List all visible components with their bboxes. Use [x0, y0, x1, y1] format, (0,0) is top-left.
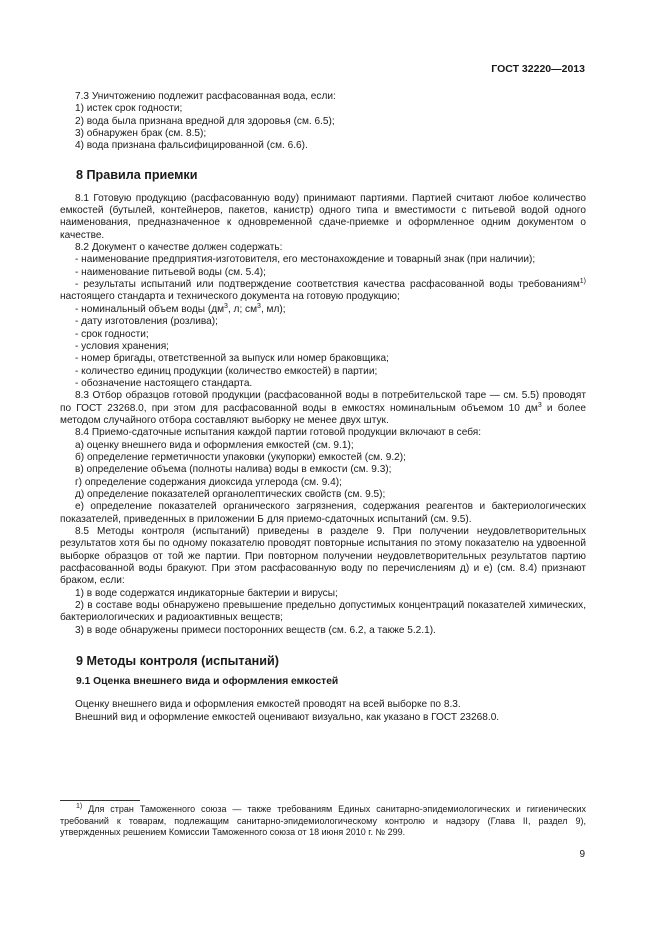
paragraph-8-1: 8.1 Готовую продукцию (расфасованную воду) принимают партиями. Партией считают любое количество емкостей (бутылей, контейнеров, пакетов, канистр) одного типа и вместимости с питьевой водой одного наименования, предназначенное к одновременной сдаче-приемке и оформленное одним документом о качестве. — [60, 192, 586, 241]
list-item: 3) в воде обнаружены примеси посторонних веществ (см. 6.2, а также 5.2.1). — [75, 624, 436, 636]
list-item: - условия хранения; — [75, 340, 169, 352]
list-item: - результаты испытаний или подтверждение соответствия качества расфасованной воды требованиям$^{1)}$ настоящего стандарта и технического документа на готовую продукцию; — [60, 278, 586, 303]
list-item: - номинальный объем воды ($дм^3$, л; $см^3$, мл); — [75, 302, 286, 315]
document-body — [60, 91, 586, 724]
list-item: г) определение содержания диоксида углерода (см. 9.4); — [75, 476, 342, 488]
list-item: б) определение герметичности упаковки (укупорки) емкостей (см. 9.2); — [75, 451, 406, 463]
page-number: 9 — [579, 849, 585, 860]
list-item: - наименование питьевой воды (см. 5.4); — [75, 266, 266, 278]
section-9-heading: 9 Методы контроля (испытаний) — [76, 654, 279, 669]
list-item: - номер бригады, ответственной за выпуск или номер браковщика; — [75, 353, 389, 365]
list-item: 1) истек срок годности; — [75, 103, 183, 115]
paragraph-8-2-intro: 8.2 Документ о качестве должен содержать: — [75, 242, 283, 254]
footnote-mark: 1) — [76, 803, 83, 810]
section-8-heading: 8 Правила приемки — [76, 167, 198, 182]
list-item: а) оценку внешнего вида и оформления емкостей (см. 9.1); — [75, 439, 354, 451]
paragraph-9-1-a: Оценку внешнего вида и оформления емкостей проводят на всей выборке по 8.3. — [75, 699, 461, 711]
document-code-header: ГОСТ 32220—2013 — [491, 63, 585, 75]
list-item: е) определение показателей органического загрязнения, содержания реагентов и бактериологических показателей, приведенных в приложении Б для приемо-сдаточных испытаний (см. 9.5). — [60, 501, 586, 525]
list-item: д) определение показателей органолептических свойств (см. 9.5); — [75, 488, 386, 500]
section-7-3-intro: 7.3 Уничтожению подлежит расфасованная вода, если: — [75, 91, 336, 102]
paragraph-8-3: 8.3 Отбор образцов готовой продукции (расфасованной воды в потребительской таре — см. 5.5) проводят по ГОСТ 23268.0, при этом для расфасованной воды в емкостях номинальным объемом 10 $дм^3$ и более методом случайного отбора составляют выборку не менее двух штук. — [60, 390, 587, 426]
list-item: 3) обнаружен брак (см. 8.5); — [75, 128, 207, 140]
subsection-9-1-heading: 9.1 Оценка внешнего вида и оформления емкостей — [76, 676, 339, 688]
list-item: 4) вода признана фальсифицированной (см. 6.6). — [75, 140, 308, 152]
paragraph-8-5: 8.5 Методы контроля (испытаний) приведены в разделе 9. При получении неудовлетворительных результатов хотя бы по одному показателю проводят повторные испытания по этому показателю на удвоенной выборке образцов от той же партии. При повторном получении неудовлетворительных результатов партию расфасованной воды бракуют. При этом расфасованную воду по перечислениям д) и е) (см. 8.4) признают браком, если: — [60, 526, 586, 587]
footnote-divider — [60, 800, 140, 801]
list-item: в) определение объема (полноты налива) воды в емкости (см. 9.3); — [75, 464, 392, 476]
paragraph-9-1-b: Внешний вид и оформление емкостей оценивают визуально, как указано в ГОСТ 23268.0. — [75, 711, 500, 723]
list-item: - обозначение настоящего стандарта. — [75, 377, 253, 389]
list-item: - срок годности; — [75, 328, 149, 340]
list-item: - количество единиц продукции (количество емкостей) в партии; — [75, 365, 378, 377]
list-item: 1) в воде содержатся индикаторные бактерии и вирусы; — [75, 587, 338, 599]
footnote — [60, 804, 586, 839]
list-item: - наименование предприятия-изготовителя, его местонахождение и товарный знак (при наличии); — [75, 254, 536, 266]
paragraph-8-4-intro: 8.4 Приемо-сдаточные испытания каждой партии готовой продукции включают в себя: — [75, 427, 482, 439]
footnote-text: Для стран Таможенного союза — также требованиям Единых санитарно-эпидемиологических и гигиенических требований к товарам, подлежащим санитарно-эпидемиологическому контролю и надзору (Глава II, раздел 9), утвержденных решением Комиссии Таможенного союза от 18 июня 2010 г. № 299. — [60, 804, 586, 837]
list-item: 2) в составе воды обнаружено превышение предельно допустимых концентраций показателей химических, бактериологических и радиоактивных веществ; — [60, 600, 586, 624]
list-item: 2) вода была признана вредной для здоровья (см. 6.5); — [75, 115, 335, 127]
footnote-reference: 1) — [579, 278, 586, 286]
list-item: - дату изготовления (розлива); — [75, 316, 218, 328]
